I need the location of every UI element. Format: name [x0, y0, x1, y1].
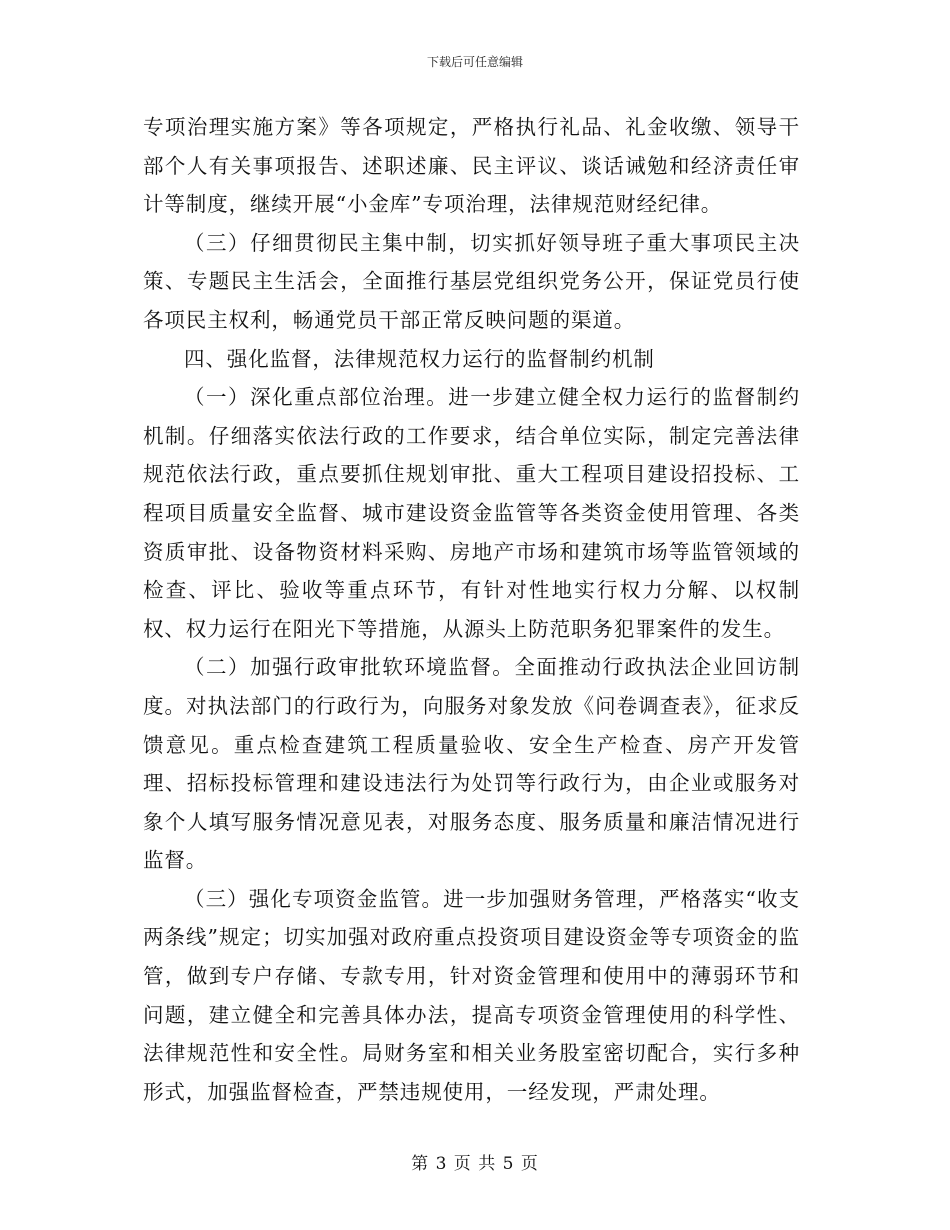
paragraph-item-one: （一）深化重点部位治理。进一步建立健全权力运行的监督制约机制。仔细落实依法行政的工作要求，结合单位实际，制定完善法律规范依法行政，重点要抓住规划审批、重大工程项目建设招投标、工程项目质量安全监督、城市建设资金监管等各类资金使用管理、各类资质审批、设备物资材料采购、房地产市场和建筑市场等监管领域的检查、评比、验收等重点环节，有针对性地实行权力分解、以权制权、权力运行在阳光下等措施，从源头上防范职务犯罪案件的发生。: [143, 385, 800, 641]
paragraph-item-three: （三）仔细贯彻民主集中制，切实抓好领导班子重大事项民主决策、专题民主生活会，全面推行基层党组织党务公开，保证党员行使各项民主权利，畅通党员干部正常反映问题的渠道。: [143, 230, 800, 332]
page-number: 第 3 页 共 5 页: [411, 1154, 539, 1174]
paragraph-item-two: （二）加强行政审批软环境监督。全面推动行政执法企业回访制度。对执法部门的行政行为，向服务对象发放《问卷调查表》，征求反馈意见。重点检查建筑工程质量验收、安全生产检查、房产开发管理、招标投标管理和建设违法行为处罚等行政行为，由企业或服务对象个人填写服务情况意见表，对服务态度、服务质量和廉洁情况进行监督。: [143, 655, 800, 873]
section-heading-four: 四、强化监督，法律规范权力运行的监督制约机制: [184, 346, 655, 371]
paragraph-continued: 专项治理实施方案》等各项规定，严格执行礼品、礼金收缴、领导干部个人有关事项报告、述职述廉、民主评议、谈话诫勉和经济责任审计等制度，继续开展“小金库”专项治理，法律规范财经纪律。: [143, 115, 800, 217]
page-header: 下载后可任意编辑: [426, 55, 523, 69]
document-body: [143, 108, 800, 1111]
paragraph-item-three-funds: （三）强化专项资金监管。进一步加强财务管理，严格落实“收支两条线”规定；切实加强对政府重点投资项目建设资金等专项资金的监管，做到专户存储、专款专用，针对资金管理和使用中的薄弱环节和问题，建立健全和完善具体办法，提高专项资金管理使用的科学性、法律规范性和安全性。局财务室和相关业务股室密切配合，实行多种形式，加强监督检查，严禁违规使用，一经发现，严肃处理。: [143, 886, 800, 1104]
